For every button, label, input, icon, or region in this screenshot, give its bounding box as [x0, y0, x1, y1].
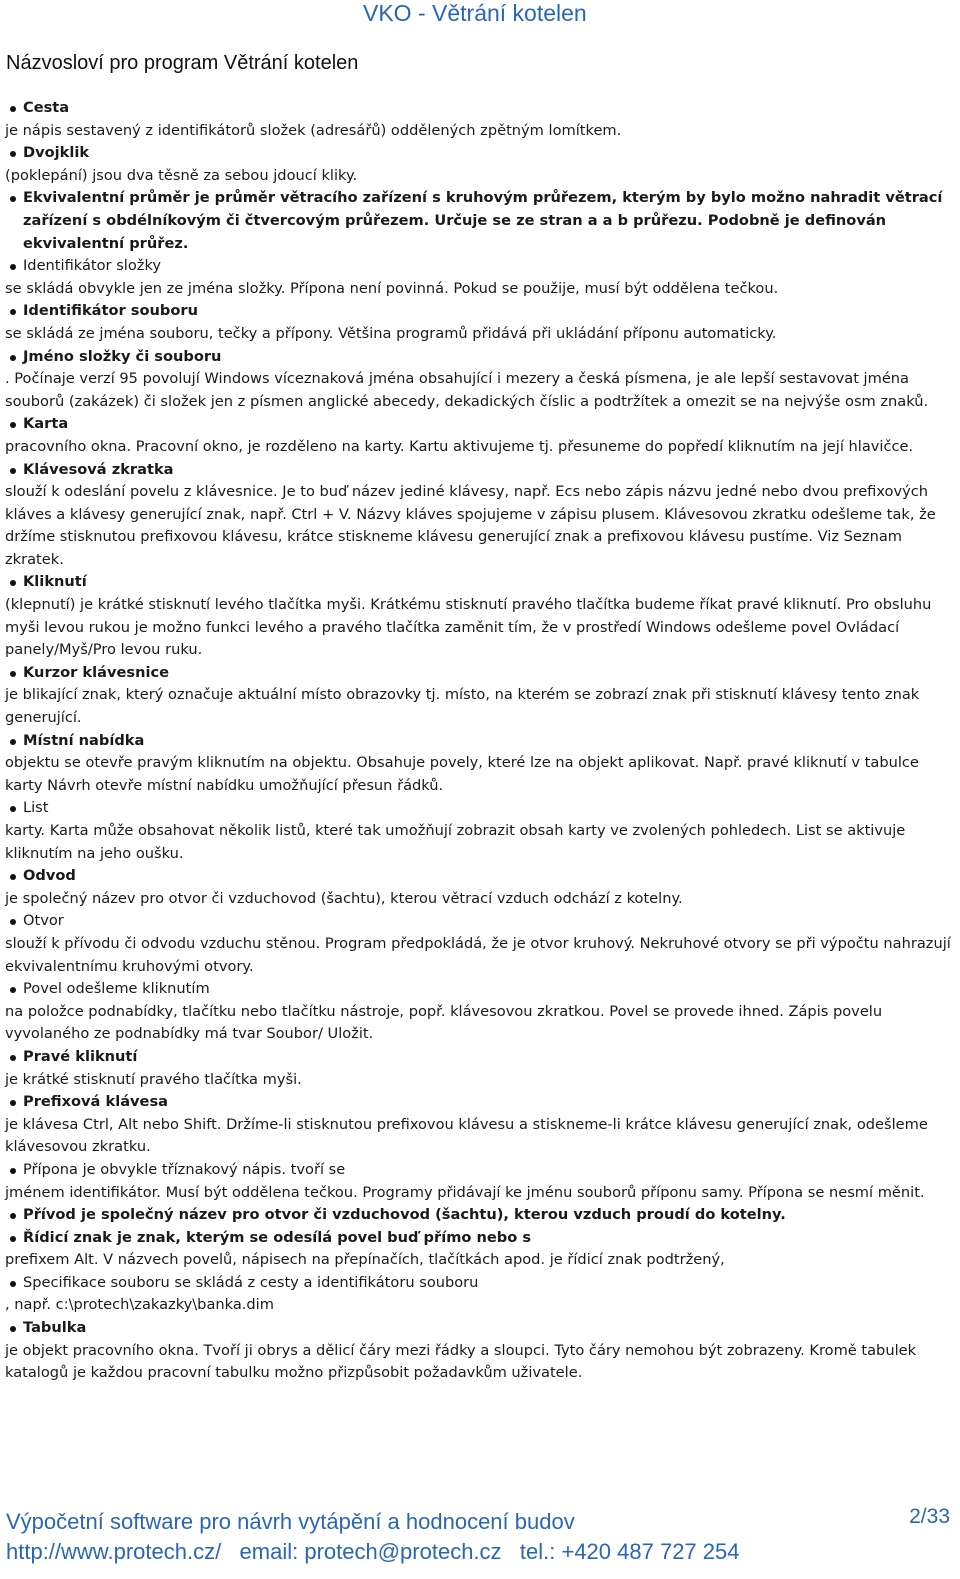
page-title: Názvosloví pro program Větrání kotelen: [6, 52, 359, 74]
footer-phone: tel.: +420 487 727 254: [519, 1539, 740, 1564]
footer-contacts: [6, 1537, 740, 1567]
glossary-term: Otvor: [5, 910, 955, 933]
glossary-definition: slouží k přívodu či odvodu vzduchu stěnou. Program předpokládá, že je otvor kruhový. Nekruhové otvory se při výpočtu nahrazují ekvivalentnímu kruhovými otvory.: [5, 934, 951, 975]
glossary-term: Pravé kliknutí: [5, 1046, 955, 1069]
glossary-definition: slouží k odeslání povelu z klávesnice. Je to buď název jediné klávesy, např. Ecs nebo zápis názvu jedné nebo dvou prefixových kláves a klávesy generující znak, např. Ctrl + V. Názvy kláves spojujeme v zápisu plusem. Klávesovou zkratku odešleme tak, že držíme stisknutou prefixovou klávesu, krátce stiskneme klávesu generující znak a prefixovou klávesu pustíme. Viz Seznam zkratek.: [5, 483, 936, 568]
glossary-term: Dvojklik: [5, 142, 955, 165]
glossary-term: Klávesová zkratka: [5, 459, 955, 482]
glossary-term: Místní nabídka: [5, 730, 955, 753]
glossary-definition: je nápis sestavený z identifikátorů složek (adresářů) oddělených zpětným lomítkem.: [5, 121, 622, 139]
glossary-definition: je krátké stisknutí pravého tlačítka myši.: [5, 1070, 302, 1088]
glossary-term: Povel odešleme kliknutím: [5, 978, 955, 1001]
footer-title: Výpočetní software pro návrh vytápění a hodnocení budov: [6, 1509, 575, 1534]
glossary-definition: . Počínaje verzí 95 povolují Windows víceznaková jména obsahující i mezery a česká písmena, je ale lepší sestavovat jména souborů (zakázek) či složek jen z písmen anglické abecedy, dekadických číslic a podtržítek a omezit se na nejvýše osm znaků.: [5, 370, 929, 410]
header-title: VKO - Větrání kotelen: [363, 0, 587, 26]
glossary-term: Ekvivalentní průměr je průměr větracího zařízení s kruhovým průřezem, kterým by bylo možno nahradit větrací zařízení s obdélníkovým či čtvercovým průřezem. Určuje se ze stran a a b průřezu. Podobně je definován ekvivalentní průřez.: [5, 187, 955, 255]
glossary-term: Jméno složky či souboru: [5, 346, 955, 369]
glossary-term: List: [5, 797, 955, 820]
glossary-term: Identifikátor souboru: [5, 300, 955, 323]
glossary-definition: je společný název pro otvor či vzduchovod (šachtu), kterou větrací vzduch odchází z kotelny.: [5, 889, 683, 907]
glossary-term: Karta: [5, 413, 955, 436]
glossary-definition: (klepnutí) je krátké stisknutí levého tlačítka myši. Krátkému stisknutí pravého tlačítka budeme říkat pravé kliknutí. Pro obsluhu myši levou rukou je možno funkci levého a pravého tlačítka zaměnit tím, že v prostředí Windows odešleme povel Ovládací panely/Myš/Pro levou ruku.: [5, 596, 932, 659]
glossary-definition: karty. Karta může obsahovat několik listů, které tak umožňují zobrazit obsah karty ve zvolených pohledech. List se aktivuje kliknutím na jeho oušku.: [5, 822, 906, 862]
footer-url[interactable]: http://www.protech.cz/: [6, 1539, 222, 1564]
glossary-definition: jménem identifikátor. Musí být oddělena tečkou. Programy přidávají ke jménu souborů příponu samy. Přípona se nesmí měnit.: [5, 1183, 925, 1201]
page-number: 2/33: [909, 1505, 950, 1528]
glossary-definition: , např. c:\protech\zakazky\banka.dim: [5, 1296, 274, 1314]
glossary-definition: pracovního okna. Pracovní okno, je rozděleno na karty. Kartu aktivujeme tj. přesuneme do popředí kliknutím na její hlavičce.: [5, 437, 914, 455]
glossary-definition: prefixem Alt. V názvech povelů, nápisech na přepínačích, tlačítkách apod. je řídicí znak podtržený,: [5, 1251, 725, 1269]
glossary-list: [5, 97, 955, 1385]
glossary-definition: objektu se otevře pravým kliknutím na objektu. Obsahuje povely, které lze na objekt aplikovat. Např. pravé kliknutí v tabulce karty Návrh otevře místní nabídku umožňující přesun řádků.: [5, 754, 919, 794]
glossary-term: Přívod je společný název pro otvor či vzduchovod (šachtu), kterou vzduch proudí do kotelny.: [5, 1204, 955, 1227]
glossary-term: Identifikátor složky: [5, 255, 955, 278]
glossary-term: Řídicí znak je znak, kterým se odesílá povel buď přímo nebo s: [5, 1227, 955, 1250]
glossary-definition: se skládá ze jména souboru, tečky a přípony. Většina programů přidává při ukládání příponu automaticky.: [5, 324, 777, 342]
glossary-term: Přípona je obvykle tříznakový nápis. tvoří se: [5, 1159, 955, 1182]
glossary-definition: se skládá obvykle jen ze jména složky. Přípona není povinná. Pokud se použije, musí být oddělena tečkou.: [5, 279, 779, 297]
glossary-term: Kliknutí: [5, 571, 955, 594]
glossary-term: Prefixová klávesa: [5, 1091, 955, 1114]
glossary-term: Tabulka: [5, 1317, 955, 1340]
glossary-term: Kurzor klávesnice: [5, 662, 955, 685]
glossary-definition: na položce podnabídky, tlačítku nebo tlačítku nástroje, popř. klávesovou zkratkou. Povel se provede ihned. Zápis povelu vyvolaného ze podnabídky má tvar Soubor/ Uložit.: [5, 1002, 883, 1043]
glossary-term: Cesta: [5, 97, 955, 120]
glossary-definition: je blikající znak, který označuje aktuální místo obrazovky tj. místo, na kterém se zobrazí znak při stisknutí klávesy tento znak generující.: [5, 686, 920, 727]
glossary-term: Specifikace souboru se skládá z cesty a identifikátoru souboru: [5, 1272, 955, 1295]
glossary-definition: je klávesa Ctrl, Alt nebo Shift. Držíme-li stisknutou prefixovou klávesu a stiskneme-li krátce klávesu generující znak, odešleme klávesovou zkratku.: [5, 1115, 928, 1156]
footer-email[interactable]: email: protech@protech.cz: [239, 1539, 502, 1564]
glossary-definition: (poklepání) jsou dva těsně za sebou jdoucí kliky.: [5, 166, 358, 184]
glossary-definition: je objekt pracovního okna. Tvoří ji obrys a dělicí čáry mezi řádky a sloupci. Tyto čáry nemohou být zobrazeny. Kromě tabulek katalogů je každou pracovní tabulku možno přizpůsobit požadavkům uživatele.: [5, 1341, 917, 1382]
glossary-term: Odvod: [5, 865, 955, 888]
